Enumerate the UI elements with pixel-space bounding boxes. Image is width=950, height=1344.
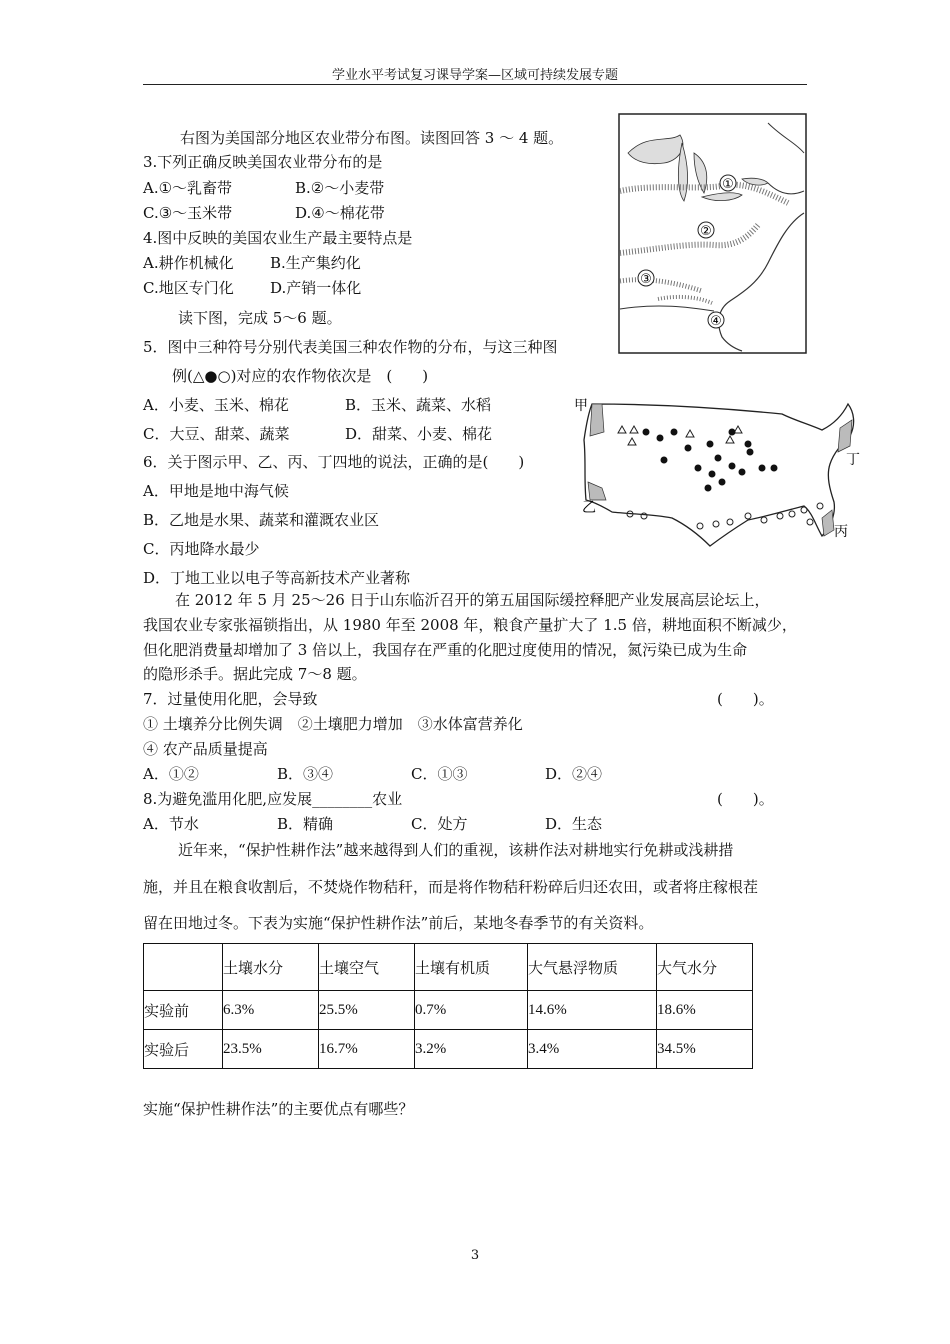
intro-q3-4: 右图为美国部分地区农业带分布图。读图回答 3 ～ 4 题。 <box>180 129 564 147</box>
q8-option-c: C．处方 <box>411 815 468 833</box>
q5-stem-line1: 5．图中三种符号分别代表美国三种农作物的分布，与这三种图 <box>143 338 558 356</box>
label-jia: 甲 <box>574 398 588 414</box>
label-bing: 丙 <box>834 524 848 540</box>
q5-stem-line2: 例(△●○)对应的农作物依次是 ( ) <box>172 367 429 385</box>
table-cell: 0.7% <box>415 991 528 1030</box>
table-header-cell: 大气悬浮物质 <box>528 944 657 991</box>
q3-option-c: C.③～玉米带 <box>143 204 233 222</box>
map1-label-2: ② <box>700 224 712 239</box>
q4-option-b: B.生产集约化 <box>270 254 361 272</box>
q5-option-b: B．玉米、蔬菜、水稻 <box>345 396 492 414</box>
q8-answer-paren[interactable]: ( )。 <box>717 790 774 808</box>
table-row <box>144 1030 753 1069</box>
q7-stem: 7．过量使用化肥，会导致 <box>143 690 318 708</box>
table-header-row <box>144 944 753 991</box>
q5-option-a: A．小麦、玉米、棉花 <box>143 396 289 414</box>
data-table <box>143 943 753 1069</box>
table-header-cell: 大气水分 <box>657 944 753 991</box>
table-cell: 16.7% <box>319 1030 415 1069</box>
final-question: 实施“保护性耕作法”的主要优点有哪些？ <box>143 1100 414 1118</box>
q7-statements-line1: ① 土壤养分比例失调 ②土壤肥力增加 ③水体富营养化 <box>143 715 523 733</box>
header-rule <box>143 84 807 85</box>
q5-option-c: C．大豆、甜菜、蔬菜 <box>143 425 290 443</box>
q7-answer-paren[interactable]: ( )。 <box>717 690 774 708</box>
map1-label-1: ① <box>722 177 734 192</box>
us-crop-distribution-map <box>572 390 862 550</box>
table-cell: 25.5% <box>319 991 415 1030</box>
label-ding: 丁 <box>846 452 860 468</box>
q6-option-d: D．丁地工业以电子等高新技术产业著称 <box>143 569 411 587</box>
q3-stem: 3.下列正确反映美国农业带分布的是 <box>143 153 383 171</box>
q8-option-b: B．精确 <box>277 815 334 833</box>
page-header: 学业水平考试复习课导学案—区域可持续发展专题 <box>331 68 618 83</box>
table-cell: 14.6% <box>528 991 657 1030</box>
table-cell: 18.6% <box>657 991 753 1030</box>
table-cell: 实验前 <box>144 991 223 1030</box>
passage2-line2: 施，并且在粮食收割后，不焚烧作物秸秆，而是将作物秸秆粉碎后归还农田，或者将庄稼根茬 <box>143 878 759 896</box>
passage1-line2: 我国农业专家张福锁指出，从 1980 年至 2008 年，粮食产量扩大了 1.5 倍，耕地面积不断减少， <box>143 616 797 634</box>
table-cell: 实验后 <box>144 1030 223 1069</box>
table-cell: 3.2% <box>415 1030 528 1069</box>
q3-option-d: D.④～棉花带 <box>295 204 385 222</box>
q3-option-b: B.②～小麦带 <box>295 179 385 197</box>
q6-option-a: A．甲地是地中海气候 <box>143 482 289 500</box>
label-yi: 乙 <box>582 500 596 516</box>
q4-option-a: A.耕作机械化 <box>143 254 234 272</box>
table-cell: 6.3% <box>223 991 319 1030</box>
intro-q5-6: 读下图，完成 5～6 题。 <box>178 309 342 327</box>
table-cell: 23.5% <box>223 1030 319 1069</box>
q8-stem: 8.为避免滥用化肥,应发展________农业 <box>143 790 403 808</box>
q5-option-d: D．甜菜、小麦、棉花 <box>345 425 493 443</box>
q4-option-c: C.地区专门化 <box>143 279 234 297</box>
q6-stem: 6．关于图示甲、乙、丙、丁四地的说法，正确的是( ) <box>143 453 525 471</box>
map1-label-3: ③ <box>640 272 652 287</box>
q8-option-d: D．生态 <box>545 815 603 833</box>
table-header-cell <box>144 944 223 991</box>
q8-option-a: A．节水 <box>143 815 199 833</box>
q4-option-d: D.产销一体化 <box>270 279 362 297</box>
passage1-line4: 的隐形杀手。据此完成 7～8 题。 <box>143 665 367 683</box>
q3-option-a: A.①～乳畜带 <box>143 179 233 197</box>
q6-option-b: B．乙地是水果、蔬菜和灌溉农业区 <box>143 511 380 529</box>
map1-label-4: ④ <box>710 314 722 329</box>
q6-option-c: C．丙地降水最少 <box>143 540 260 558</box>
q7-option-d: D．②④ <box>545 765 603 783</box>
q7-statements-line2: ④ 农产品质量提高 <box>143 740 268 758</box>
table-header-cell: 土壤有机质 <box>415 944 528 991</box>
q7-option-a: A．①② <box>143 765 199 783</box>
table-header-cell: 土壤空气 <box>319 944 415 991</box>
q7-option-c: C．①③ <box>411 765 468 783</box>
us-agriculture-belt-map <box>618 113 808 355</box>
table-header-cell: 土壤水分 <box>223 944 319 991</box>
table-cell: 34.5% <box>657 1030 753 1069</box>
q7-option-b: B．③④ <box>277 765 334 783</box>
table-row <box>144 991 753 1030</box>
passage2-line3: 留在田地过冬。下表为实施“保护性耕作法”前后，某地冬春季节的有关资料。 <box>143 914 654 932</box>
passage2-line1: 近年来，“保护性耕作法”越来越得到人们的重视，该耕作法对耕地实行免耕或浅耕措 <box>178 841 734 859</box>
passage1-line1: 在 2012 年 5 月 25～26 日于山东临沂召开的第五届国际缓控释肥产业发展高层论坛上， <box>175 591 770 609</box>
q4-stem: 4.图中反映的美国农业生产最主要特点是 <box>143 229 413 247</box>
table-cell: 3.4% <box>528 1030 657 1069</box>
passage1-line3: 但化肥消费量却增加了 3 倍以上，我国存在严重的化肥过度使用的情况，氮污染已成为生命 <box>143 641 748 659</box>
page-number: 3 <box>470 1248 480 1263</box>
